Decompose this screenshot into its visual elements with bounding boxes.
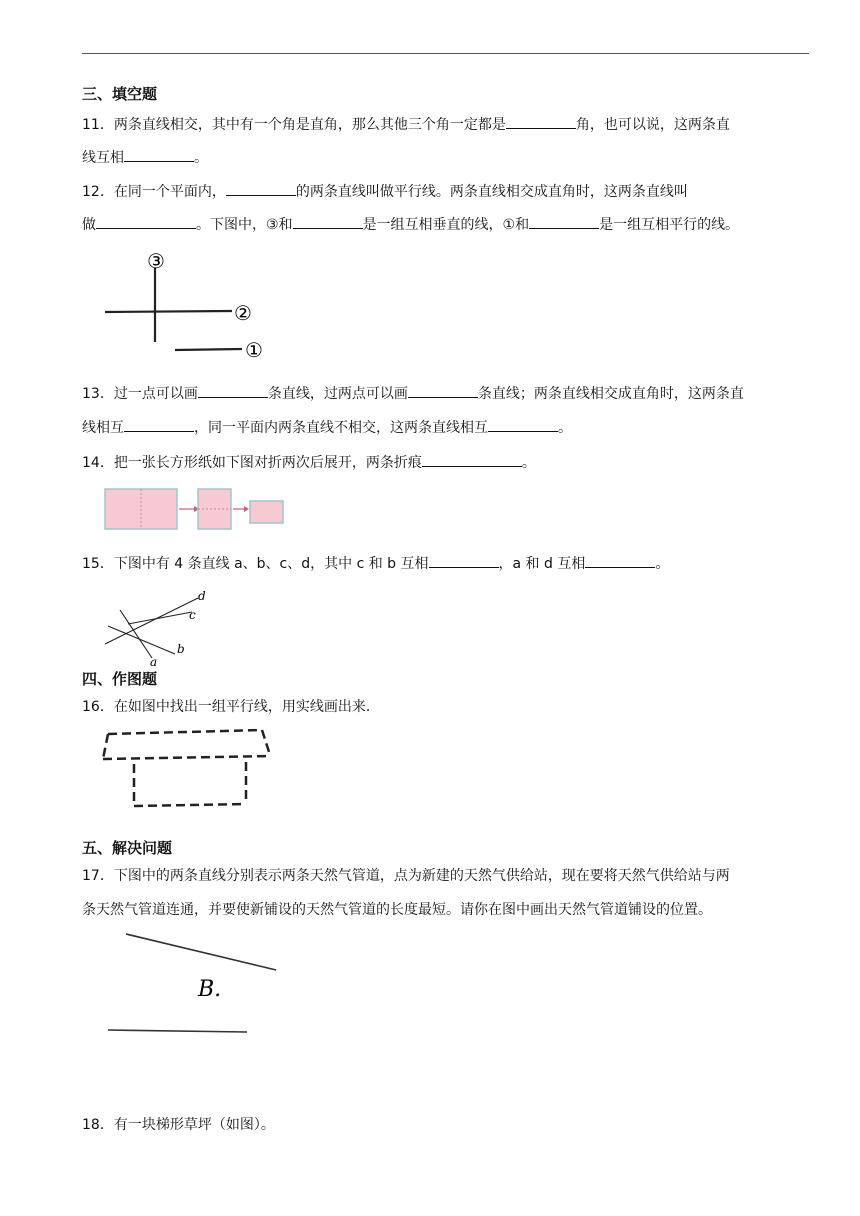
q14-line-1 bbox=[82, 451, 536, 473]
label-d: d bbox=[198, 589, 206, 603]
q15-blank-2[interactable] bbox=[585, 552, 655, 568]
q12-text-f: 是一组互相平行的线。 bbox=[599, 217, 740, 233]
label-a: a bbox=[150, 655, 158, 668]
pipeline-2 bbox=[108, 1030, 247, 1032]
q11-text-b: 角，也可以说，这两条直 bbox=[575, 117, 730, 133]
q13-text-e: ，同一平面内两条直线不相交，这两条直线相互 bbox=[194, 420, 488, 436]
section-5-title: 五、解决问题 bbox=[82, 839, 173, 857]
line-1 bbox=[175, 349, 242, 350]
q13-text-c: 条直线；两条直线相交成直角时，这两条直 bbox=[477, 386, 744, 402]
q11-blank-2[interactable] bbox=[124, 146, 194, 162]
q12-blank-3[interactable] bbox=[293, 213, 363, 229]
arrow-2-head bbox=[244, 506, 249, 512]
q11-text-d: 。 bbox=[194, 150, 208, 166]
q15-figure bbox=[100, 586, 215, 668]
q13-text-d: 线相互 bbox=[82, 420, 124, 436]
q13-text-a: 13．过一点可以画 bbox=[82, 386, 198, 402]
q13-blank-3[interactable] bbox=[124, 416, 194, 432]
label-c: c bbox=[189, 608, 196, 622]
right-slant-edge bbox=[262, 730, 270, 755]
line-b bbox=[108, 626, 175, 654]
q14-blank-1[interactable] bbox=[422, 451, 522, 467]
paper-quarter bbox=[250, 501, 283, 523]
q13-line-1 bbox=[82, 382, 744, 404]
label-1: ① bbox=[245, 338, 263, 362]
left-slant-edge bbox=[103, 734, 108, 759]
q13-line-2 bbox=[82, 416, 572, 438]
label-2: ② bbox=[234, 301, 252, 325]
q12-line-1 bbox=[82, 180, 688, 202]
label-3: ③ bbox=[147, 249, 165, 273]
q12-blank-4[interactable] bbox=[529, 213, 599, 229]
q11-blank-1[interactable] bbox=[506, 113, 576, 129]
q12-text-b: 的两条直线叫做平行线。两条直线相交成直角时，这两条直线叫 bbox=[295, 184, 688, 200]
q11-line-1 bbox=[82, 113, 730, 135]
q16-figure bbox=[100, 724, 275, 812]
q15-text-c: 。 bbox=[655, 556, 670, 572]
q11-line-2 bbox=[82, 146, 208, 168]
q12-blank-2[interactable] bbox=[96, 213, 196, 229]
q14-text-a: 14．把一张长方形纸如下图对折两次后展开，两条折痕 bbox=[82, 455, 422, 471]
q12-text-d: 。下图中，③和 bbox=[196, 217, 293, 233]
q12-line-2 bbox=[82, 213, 739, 235]
q13-blank-2[interactable] bbox=[408, 382, 478, 398]
q15-text-b: ，a 和 d 互相 bbox=[498, 556, 586, 572]
q12-blank-1[interactable] bbox=[226, 180, 296, 196]
q13-blank-4[interactable] bbox=[488, 416, 558, 432]
middle-edge bbox=[103, 756, 270, 759]
q11-text-a: 11．两条直线相交，其中有一个角是直角，那么其他三个角一定都是 bbox=[82, 117, 506, 133]
q13-text-b: 条直线，过两点可以画 bbox=[267, 386, 408, 402]
q15-text-a: 15．下图中有 4 条直线 a、b、c、d，其中 c 和 b 互相 bbox=[82, 556, 429, 572]
pipeline-1 bbox=[126, 934, 276, 970]
q17-line-2: 条天然气管道连通，并要使新铺设的天然气管道的长度最短。请你在图中画出天然气管道铺设的位置。 bbox=[82, 902, 712, 918]
point-b-label: B. bbox=[198, 977, 222, 1002]
q12-text-a: 12．在同一个平面内， bbox=[82, 184, 226, 200]
q14-figure bbox=[100, 486, 290, 532]
q13-blank-1[interactable] bbox=[198, 382, 268, 398]
q17-figure bbox=[100, 926, 285, 1041]
top-edge bbox=[108, 730, 262, 734]
line-2 bbox=[105, 311, 232, 312]
q14-text-b: 。 bbox=[521, 455, 536, 471]
q11-text-c: 线互相 bbox=[82, 150, 124, 166]
section-3-title: 三、填空题 bbox=[82, 85, 158, 103]
q12-figure bbox=[100, 248, 280, 364]
section-4-title: 四、作图题 bbox=[82, 670, 158, 688]
q18-line-1: 18．有一块梯形草坪（如图）。 bbox=[82, 1117, 275, 1133]
q15-line-1 bbox=[82, 552, 669, 574]
line-d bbox=[105, 598, 198, 644]
q15-blank-1[interactable] bbox=[429, 552, 499, 568]
box-bottom-edge bbox=[134, 804, 246, 806]
header-rule bbox=[82, 53, 809, 54]
label-b: b bbox=[177, 642, 185, 656]
q12-text-c: 做 bbox=[82, 217, 96, 233]
q13-text-f: 。 bbox=[558, 420, 572, 436]
q17-line-1: 17．下图中的两条直线分别表示两条天然气管道，点为新建的天然气供给站，现在要将天然气供给站与两 bbox=[82, 868, 730, 884]
q12-text-e: 是一组互相垂直的线，①和 bbox=[362, 217, 530, 233]
line-c bbox=[128, 612, 192, 624]
q16-line-1: 16．在如图中找出一组平行线，用实线画出来. bbox=[82, 699, 371, 715]
